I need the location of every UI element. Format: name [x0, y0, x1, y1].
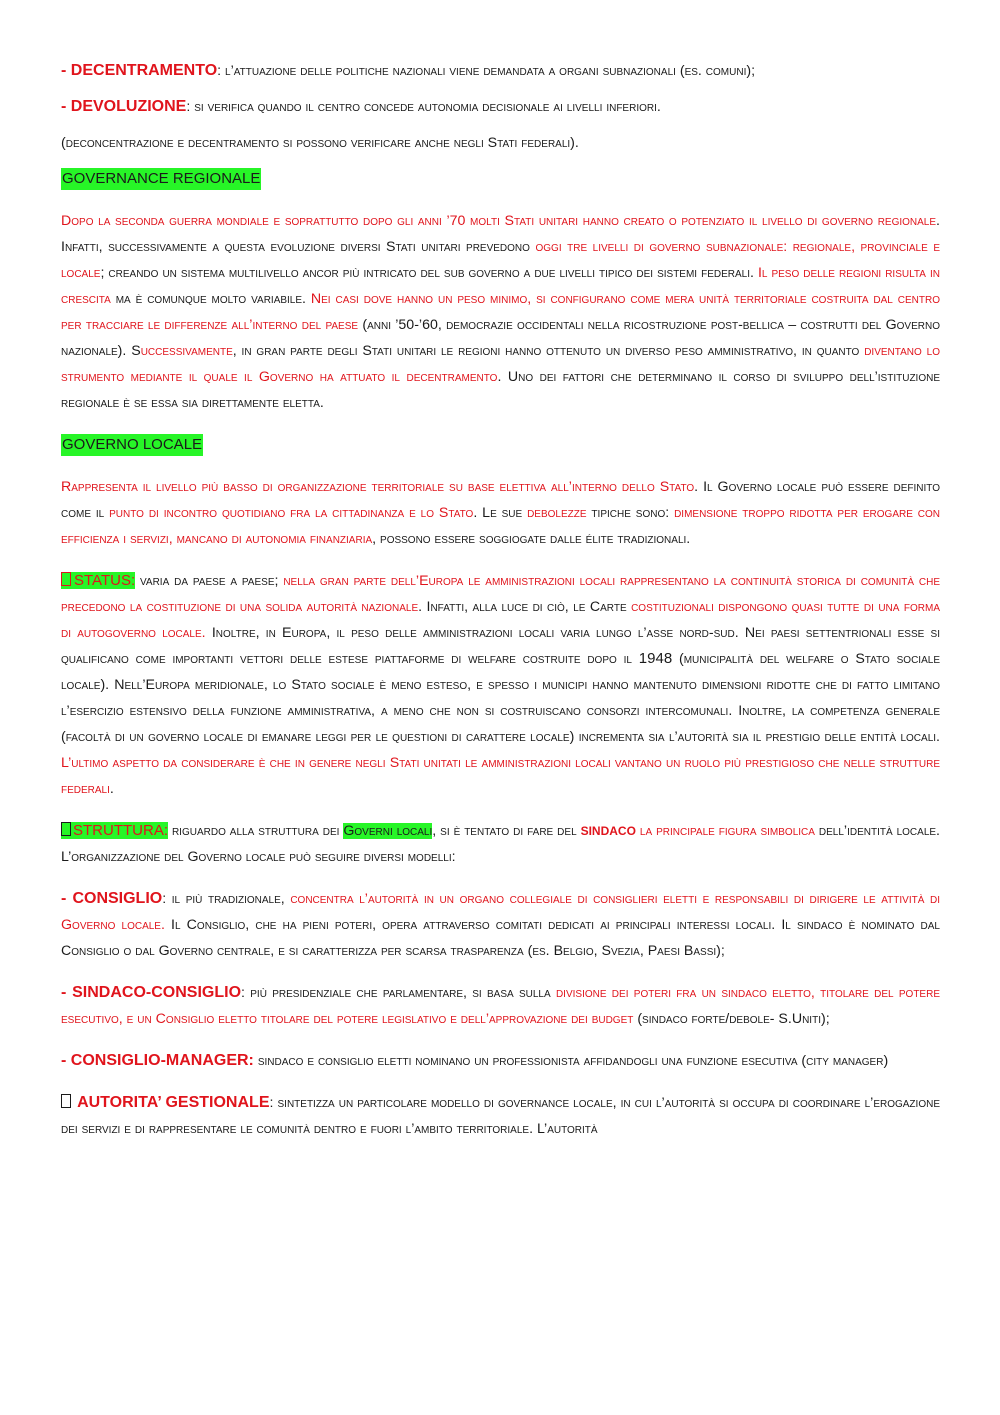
section-governo-locale	[61, 432, 940, 458]
checkbox-glyph-icon	[61, 1094, 71, 1108]
paragraph-governance-regionale: Dopo la seconda guerra mondiale e soprattutto dopo gli anni ’70 molti Stati unitari hanno creato o potenziato il livello di governo regionale. Infatti, successivamente a questa evoluzione diversi Stati unitari prevedono oggi tre livelli di governo subnazionale: regionale, provinciale e locale; creando un sistema multilivello ancor più intricato del sub governo a due livelli tipico dei sistemi federali. Il peso delle regioni risulta in crescita ma è comunque molto variabile. Nei casi dove hanno un peso minimo, si configurano come mera unità territoriale costruita dal centro per tracciare le differenze all’interno del paese (anni ’50-’60, democrazie occidentali nella ricostruzione post-bellica – costrutti del Governo nazionale). Successivamente, in gran parte degli Stati unitari le regioni hanno ottenuto un diverso peso amministrativo, in quanto diventano lo strumento mediante il quale il Governo ha attuato il decentramento. Uno dei fattori che determinano il corso di sviluppo dell’istituzione regionale è se essa sia direttamente eletta.	[61, 213, 941, 411]
paragraph-governo-locale: Rappresenta il livello più basso di organizzazione territoriale su base elettiva all’interno dello Stato. Il Governo locale può essere definito come il punto di incontro quotidiano fra la cittadinanza e lo Stato. Le sue debolezze tipiche sono: dimensione troppo ridotta per erogare con efficienza i servizi, mancano di autonomia finanziaria, possono essere soggiogate dalle élite tradizionali.	[61, 479, 941, 547]
term-decentramento: DECENTRAMENTO	[70, 62, 218, 79]
paragraph-status: STATUS: varia da paese a paese; nella gran parte dell’Europa le amministrazioni locali rappresentano la continuità storica di comunità che precedono la costituzione di una solida autorità nazionale. Infatti, alla luce di ciò, le Carte costituzionali dispongono quasi tutte di una forma di autogoverno locale. Inoltre, in Europa, il peso delle amministrazioni locali varia lungo l’asse nord-sud. Nei paesi settentrionali esse si qualificano come importanti vettori delle estese piattaforme di welfare costruite dopo il 1948 (municipalità del welfare o Stato sociale locale). Nell’Europa meridionale, lo Stato sociale è meno esteso, e spesso i municipi hanno mantenuto dimensioni ridotte che di fatto limitano l’esercizio estensivo della funzione amministrativa, a meno che non si costruiscano consorzi intercomunali. Inoltre, la competenza generale (facoltà di un governo locale di emanare leggi per le questioni di carattere locale) incrementa sia l’autorità sia il prestigio delle entità locali. L’ultimo aspetto da considerare è che in genere negli Stati unitati le amministrazioni locali vantano un ruolo più prestigioso che nelle strutture federali.	[61, 572, 941, 797]
checkbox-glyph-icon	[61, 822, 71, 836]
status-label: STATUS:	[61, 572, 135, 589]
term-sindaco-consiglio: SINDACO-CONSIGLIO	[72, 984, 242, 1001]
term-devoluzione: DEVOLUZIONE	[70, 98, 187, 115]
model-consiglio-manager: - CONSIGLIO-MANAGER: sindaco e consiglio eletti nominano un professionista affidandogli una funzione esecutiva (city manager)	[61, 1052, 889, 1069]
section-governance-regionale	[61, 166, 940, 192]
definition-decentramento: - DECENTRAMENTO: l’attuazione delle politiche nazionali viene demandata a organi subnazionali (es. comuni);	[61, 62, 756, 79]
paragraph-autorita-gestionale: AUTORITA’ GESTIONALE: sintetizza un particolare modello di governance locale, in cui l’autorità si occupa di coordinare l’erogazione dei servizi e di rappresentare le comunità dentro e fuori l’ambito territoriale. L’autorità	[61, 1094, 940, 1137]
highlight-governi-locali: Governi locali	[343, 823, 433, 839]
model-consiglio: - CONSIGLIO: il più tradizionale, concentra l’autorità in un organo collegiale di consiglieri eletti e responsabili di dirigere le attività di Governo locale. Il Consiglio, che ha pieni poteri, opera attraverso comitati dedicati ai principali interessi locali. Il sindaco è nominato dal Consiglio o dal Governo centrale, e si caratterizza per scarsa trasparenza (es. Belgio, Svezia, Paesi Bassi);	[61, 890, 940, 959]
term-consiglio-manager: CONSIGLIO-MANAGER:	[70, 1052, 254, 1069]
section-heading-governance-regionale: GOVERNANCE REGIONALE	[61, 168, 261, 190]
term-autorita-gestionale: AUTORITA’ GESTIONALE	[77, 1094, 270, 1111]
checkbox-glyph-icon	[61, 572, 71, 586]
section-heading-governo-locale: GOVERNO LOCALE	[61, 434, 203, 456]
struttura-label: STRUTTURA:	[61, 822, 168, 839]
definition-devoluzione: - DEVOLUZIONE: si verifica quando il centro concede autonomia decisionale ai livelli inferiori.	[61, 98, 661, 115]
note-federali: (deconcentrazione e decentramento si possono verificare anche negli Stati federali).	[61, 135, 579, 151]
term-consiglio: CONSIGLIO	[72, 890, 163, 907]
paragraph-struttura: STRUTTURA: riguardo alla struttura dei Governi locali, si è tentato di fare del SINDACO la principale figura simbolica dell’identità locale. L’organizzazione del Governo locale può seguire diversi modelli:	[61, 822, 940, 865]
model-sindaco-consiglio: - SINDACO-CONSIGLIO: più presidenziale che parlamentare, si basa sulla divisione dei poteri fra un sindaco eletto, titolare del potere esecutivo, e un Consiglio eletto titolare del potere legislativo e dell’approvazione dei budget (sindaco forte/debole- S.Uniti);	[61, 984, 940, 1027]
